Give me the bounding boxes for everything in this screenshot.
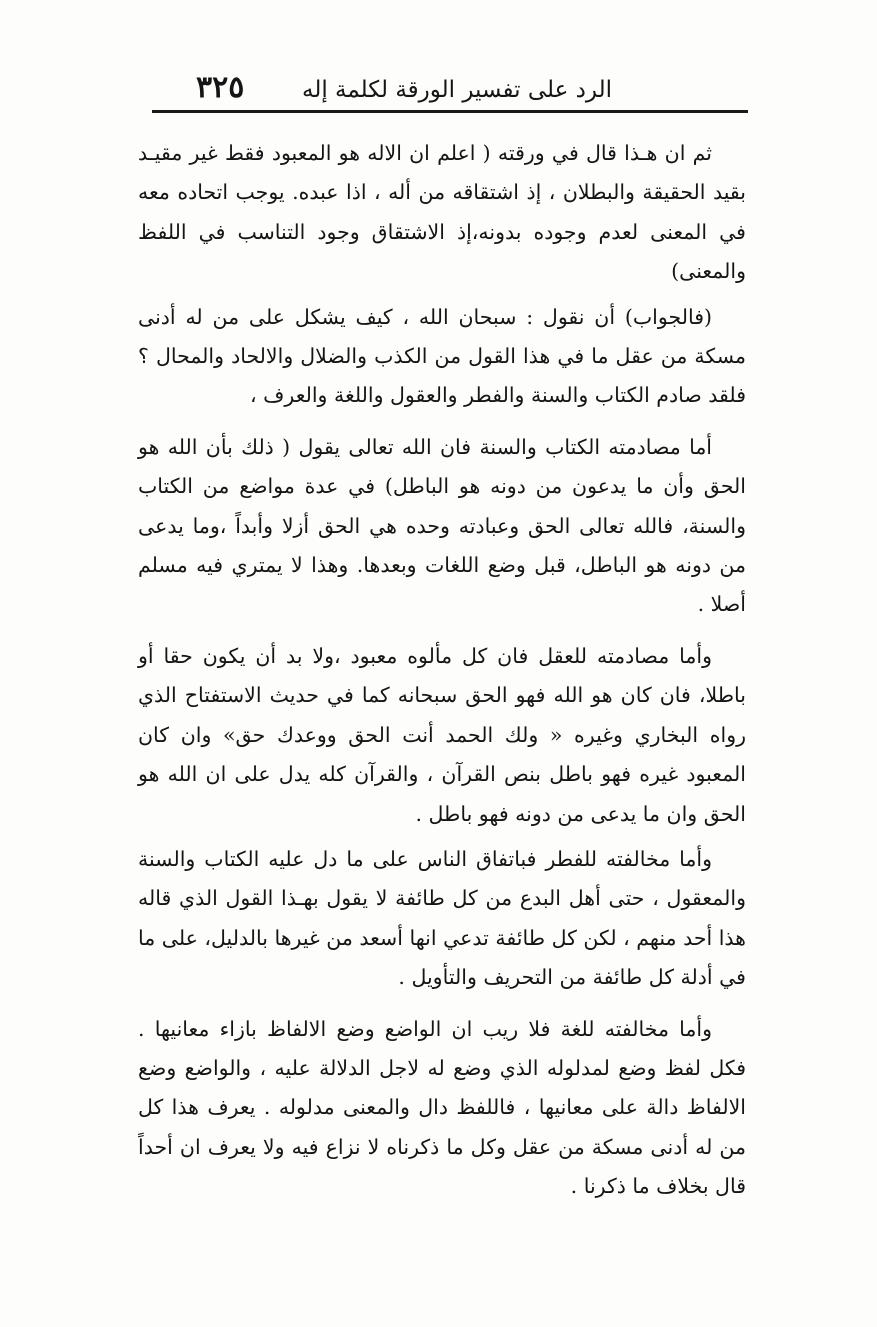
- paragraph-nature: وأما مخالفته للفطر فباتفاق الناس على ما دل عليه الكتاب والسنة والمعقول ، حتى أهل البدع من كل طائفة لا يقول بهـذا القول الذي قاله هذا أحد منهم ، لكن كل طائفة تدعي انها أسعد من غيرها بالدليل، على ما في أدلة كل طائفة من التحريف والتأويل .: [138, 846, 746, 990]
- paragraph-scripture: أما مصادمته الكتاب والسنة فان الله تعالى يقول ( ذلك بأن الله هو الحق وأن ما يدعون من دونه هو الباطل) في عدة مواضع من الكتاب والسنة، فالله تعالى الحق وعبادته وحده هي الحق أزلا وأبداً ،وما يدعى من دونه هو الباطل، قبل وضع اللغات وبعدها. وهذا لا يمتري فيه مسلم أصلا .: [138, 434, 746, 617]
- running-title: الرد على تفسير الورقة لكلمة إله: [302, 77, 612, 103]
- page-header: [158, 66, 740, 108]
- paragraph-quote: ثم ان هـذا قال في ورقته ( اعلم ان الاله هو المعبود فقط غير مقيـد بقيد الحقيقة والبطلان ، إذ اشتقاقه من أله ، اذا عبده. يوجب اتحاده معه في المعنى لعدم وجوده بدونه،إذ الاشتقاق وجود التناسب في اللفظ والمعنى): [138, 141, 746, 284]
- header-rule: [152, 110, 748, 113]
- body-text: [138, 134, 746, 1213]
- paragraph-reason: وأما مصادمته للعقل فان كل مألوه معبود ،ولا بد أن يكون حقا أو باطلا، فان كان هو الله فهو الحق سبحانه كما في حديث الاستفتاح الذي رواه البخاري وغيره « ولك الحمد أنت الحق ووعدك حق» وان كان المعبود غيره فهو باطل بنص القرآن ، والقرآن كله يدل على ان الله هو الحق وان ما يدعى من دونه فهو باطل .: [138, 643, 746, 826]
- page-number: ٣٢٥: [196, 70, 245, 105]
- paragraph-answer: (فالجواب) أن نقول : سبحان الله ، كيف يشكل على من له أدنى مسكة من عقل ما في هذا القول من الكذب والضلال والالحاد والمحال ؟ فلقد صادم الكتاب والسنة والفطر والعقول واللغة والعرف ،: [138, 304, 746, 408]
- paragraph-language: وأما مخالفته للغة فلا ريب ان الواضع وضع الالفاظ بازاء معانيها . فكل لفظ وضع لمدلوله الذي وضع له لاجل الدلالة عليه ، والواضع وضع الالفاظ دالة على معانيها ، فاللفظ دال والمعنى مدلوله . يعرف هذا كل من له أدنى مسكة من عقل وكل ما ذكرناه لا نزاع فيه ولا يعرف ان أحداً قال بخلاف ما ذكرنا .: [138, 1016, 746, 1199]
